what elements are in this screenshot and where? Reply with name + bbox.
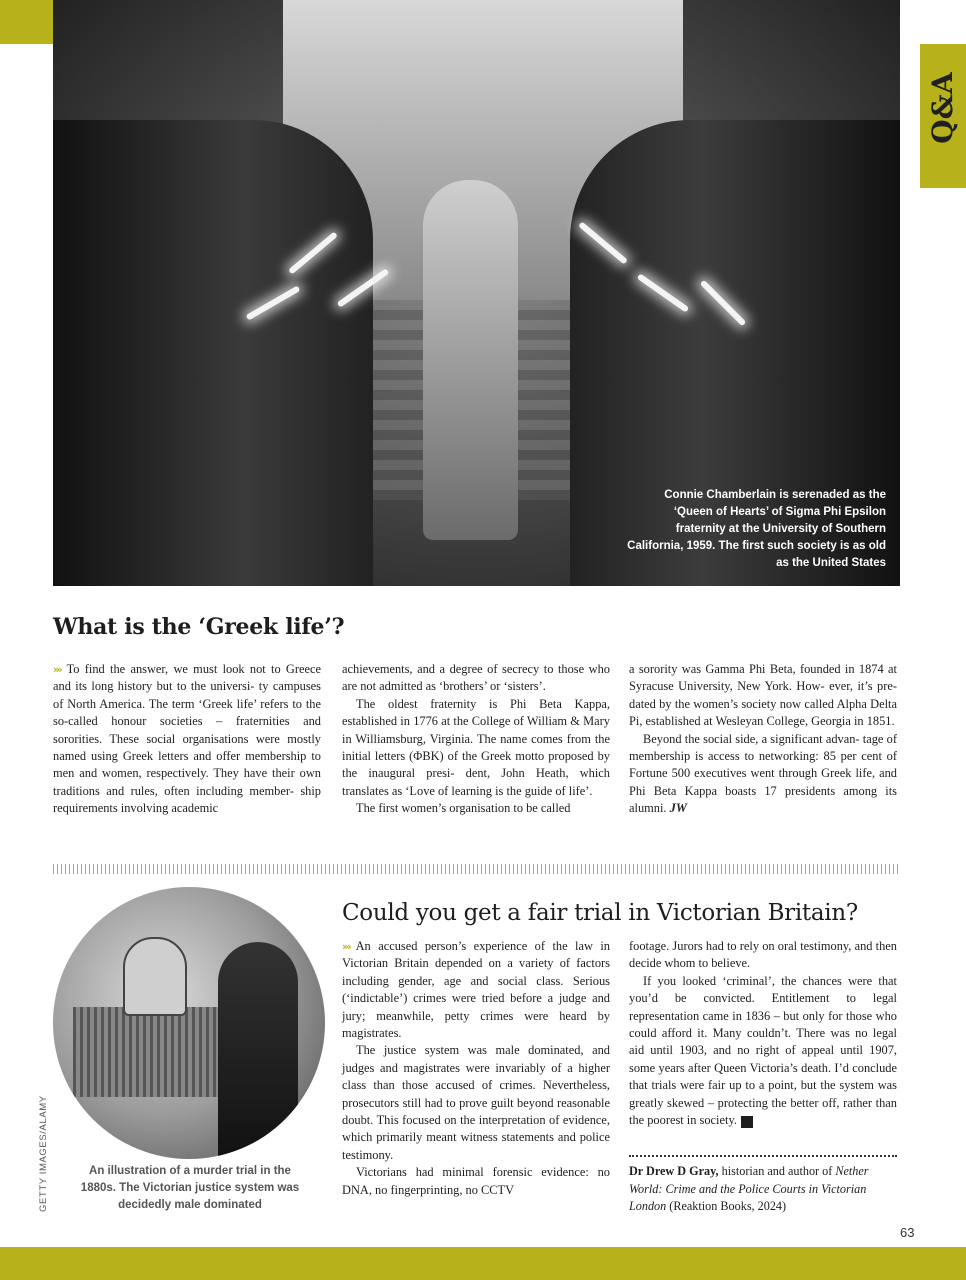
top-accent-tab <box>0 0 54 44</box>
article1-col1-text: To find the answer, we must look not to Greece and its long history but to the universi- ty campuses of North America. The term ‘Greek life’ refers to the so-called honour societies – fraternities and sororities. These social organisations were mostly named using Greek letters and offer membership to men and women, respectively. They have their own traditions and rules, often including member- ship requirements involving academic <box>53 662 321 816</box>
image-credit: GETTY IMAGES/ALAMY <box>38 1095 49 1212</box>
trial-illustration <box>53 887 325 1159</box>
lead-arrows-icon: ››› <box>53 663 61 676</box>
article1-column-2 <box>342 661 610 818</box>
section-tab-label: Q&A <box>926 72 959 144</box>
article2-col2-p2: If you looked ‘criminal’, the chances were that you’d be convicted. Entitlement to legal representation came in 1836 – but only for those who could afford it. Many couldn’t. There was no legal aid until 1903, and no right of appeal until 1907, some years after Queen Victoria’s death. I’d conclude that trials were fair up to a point, but the system was greatly skewed – protecting the better off, rather than the poorest in society. <box>629 973 897 1128</box>
article1-col2-p1: achievements, and a degree of secrecy to those who are not admitted as ‘brothers’ or ‘sisters’. <box>342 662 610 694</box>
photo-central-figure <box>423 180 518 540</box>
article2-col2-p1: footage. Jurors had to rely on oral testimony, and then decide whom to believe. <box>629 939 897 971</box>
byline-name: Dr Drew D Gray, <box>629 1164 719 1178</box>
illustration-accused <box>218 942 298 1159</box>
article1-col2-p3: The first women’s organisation to be called <box>356 801 571 816</box>
article-title-fair-trial: Could you get a fair trial in Victorian Britain? <box>342 900 858 926</box>
footer-bar <box>0 1247 966 1280</box>
article2-column-1 <box>342 938 610 1199</box>
illustration-judge <box>123 937 187 1016</box>
article1-col3-p2: Beyond the social side, a significant advan- tage of membership is access to networking: 85 per cent of Fortune 500 executives went through Greek life, and Phi Beta Kappa boasts 17 presidents among its alumni. <box>629 731 897 816</box>
main-photo <box>53 0 900 586</box>
byline-divider <box>629 1155 897 1157</box>
illustration-caption: An illustration of a murder trial in the 1880s. The Victorian justice system was decidedly male dominated <box>80 1165 300 1211</box>
lead-arrows-icon: ››› <box>342 940 350 953</box>
byline-publisher: (Reaktion Books, 2024) <box>666 1199 787 1213</box>
section-tab <box>920 44 966 188</box>
byline-role: historian and author of <box>718 1164 836 1178</box>
section-divider <box>53 864 900 874</box>
photo-caption: Connie Chamberlain is serenaded as the ‘Queen of Hearts’ of Sigma Phi Epsilon fraternity at the University of Southern California, 1959. The first such society is as old as the United States <box>627 489 886 569</box>
photo-crowd-left <box>53 120 373 586</box>
page-number: 63 <box>900 1225 915 1240</box>
end-mark-icon: H <box>741 1116 753 1128</box>
article1-col2-p2: The oldest fraternity is Phi Beta Kappa, established in 1776 at the College of William & Mary in Williamsburg, Virginia. The name comes from the initial letters (ΦBK) of the Greek motto proposed by the inaugural presi- dent, John Heath, which translates as ‘Love of learning is the guide of life’. <box>342 696 610 798</box>
article2-column-2 <box>629 938 897 1129</box>
article1-column-1 <box>53 661 321 818</box>
author-initials: JW <box>669 801 687 816</box>
author-byline <box>629 1163 897 1216</box>
article-title-greek-life: What is the ‘Greek life’? <box>53 614 345 640</box>
article2-col1-p3: Victorians had minimal forensic evidence: no DNA, no fingerprinting, no CCTV <box>342 1165 610 1197</box>
article2-col1-p1: An accused person’s experience of the law in Victorian Britain depended on a variety of factors including gender, age and social class. Serious (‘indictable’) crimes were tried before a judge and jury; meanwhile, petty crimes were heard by magistrates. <box>342 939 610 1041</box>
article1-column-3 <box>629 661 897 818</box>
article1-col3-p1: a sorority was Gamma Phi Beta, founded in 1874 at Syracuse University, New York. How- ever, it’s pre-dated by the women’s society now called Alpha Delta Pi, established at Wesleyan College, Georgia in 1851. <box>629 662 897 729</box>
byline-book: Nether World: Crime and the Police Courts in Victorian London <box>629 1164 869 1213</box>
article2-col1-p2: The justice system was male dominated, and judges and magistrates were invariably of a higher class than those accused of crimes. Nevertheless, prosecutors still had to prove guilt beyond reasonable doubt. This focused on the interpretation of evidence, which primarily meant witness statements and police testimony. <box>342 1043 610 1162</box>
